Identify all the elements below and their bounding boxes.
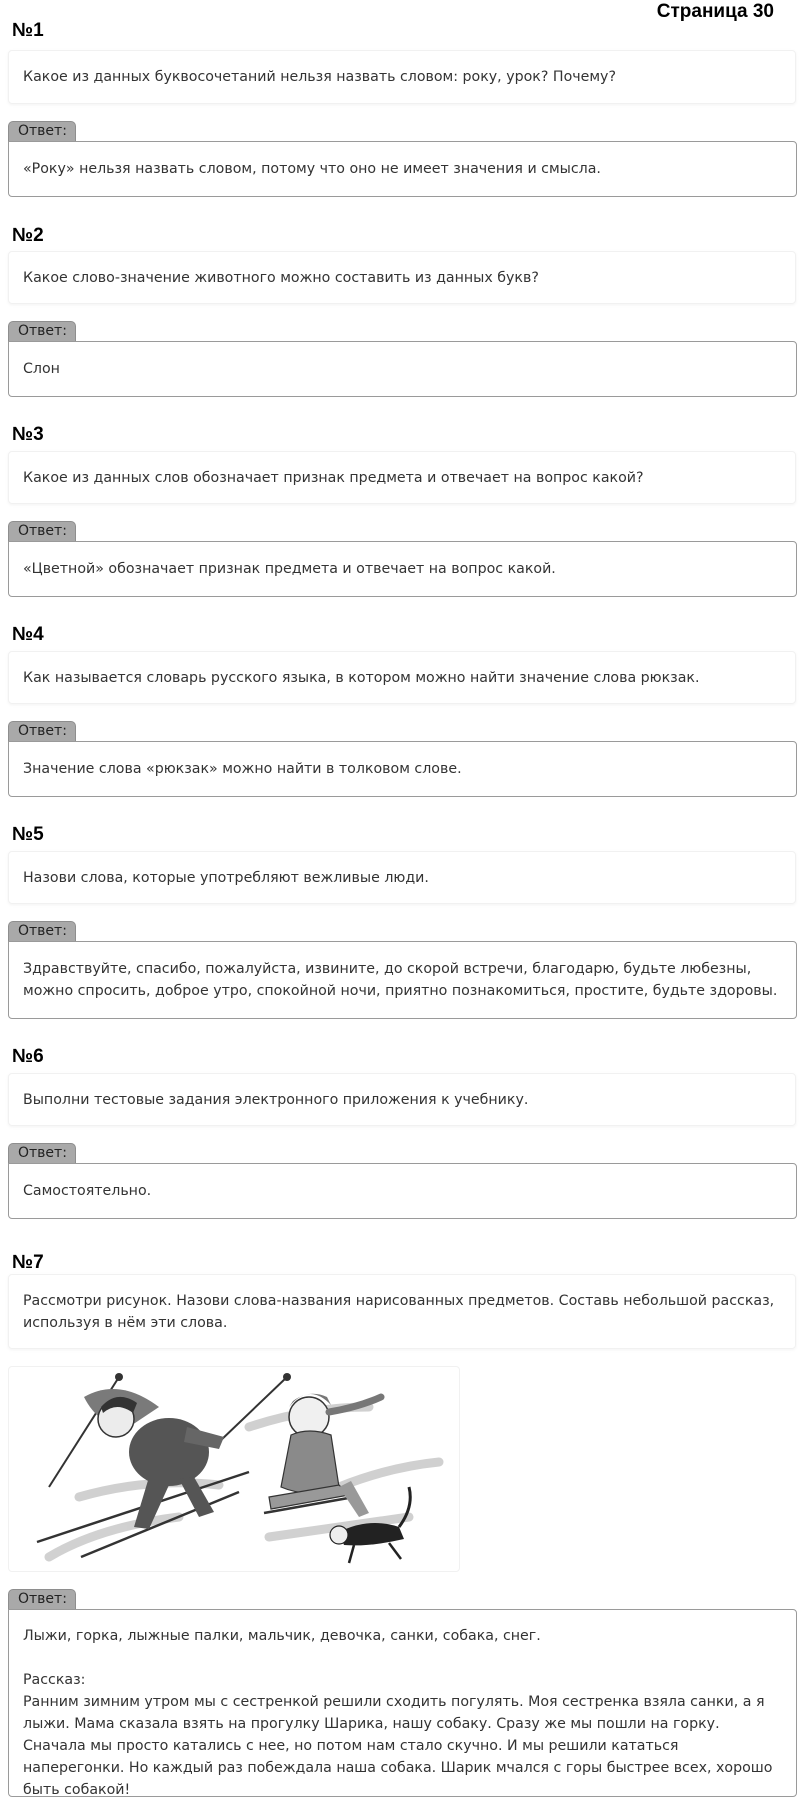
- answer-label: Ответ:: [8, 321, 76, 341]
- answer-text: Самостоятельно.: [23, 1183, 152, 1199]
- task-number: №1: [12, 20, 44, 41]
- answer-text: Значение слова «рюкзак» можно найти в толковом слове.: [23, 761, 462, 777]
- answer-label: Ответ:: [8, 521, 76, 541]
- question-text: Какое из данных буквосочетаний нельзя назвать словом: року, урок? Почему?: [23, 69, 616, 85]
- story-label: Рассказ:: [23, 1672, 86, 1688]
- answer-label: Ответ:: [8, 121, 76, 141]
- question-box: [8, 251, 796, 304]
- question-box: [8, 651, 796, 704]
- question-text: Рассмотри рисунок. Назови слова-названия нарисованных предметов. Составь небольшой рассказ, используя в нём эти слова.: [23, 1292, 775, 1331]
- question-box: [8, 851, 796, 904]
- answer-label: Ответ:: [8, 921, 76, 941]
- page-title: Страница 30: [656, 1, 774, 22]
- skiing-illustration: [9, 1367, 459, 1571]
- question-box: [8, 451, 796, 504]
- task-number: №4: [12, 624, 44, 645]
- illustration-skiing: [8, 1366, 460, 1572]
- task-number: №7: [12, 1252, 44, 1273]
- question-text: Как называется словарь русского языка, в котором можно найти значение слова рюкзак.: [23, 669, 700, 686]
- question-text: Какое из данных слов обозначает признак предмета и отвечает на вопрос какой?: [23, 469, 644, 486]
- question-box: [8, 1073, 796, 1126]
- answer-text: Слон: [23, 361, 60, 377]
- story-text: Ранним зимним утром мы с сестренкой решили сходить погулять. Моя сестренка взяла санки, а я лыжи. Мама сказала взять на прогулку Шарика, нашу собаку. Сразу же мы пошли на горку. Сначала мы просто катались с нее, но потом нам стало скучно. И мы решили кататься наперегонки. Но каждый раз побеждала наша собака. Шарик мчался с горы быстрее всех, хорошо быть собакой!: [23, 1694, 773, 1798]
- answer-content: [23, 1625, 782, 1801]
- answer-text: «Цветной» обозначает признак предмета и отвечает на вопрос какой.: [23, 561, 556, 577]
- task-number: №3: [12, 424, 44, 445]
- answer-words: Лыжи, горка, лыжные палки, мальчик, девочка, санки, собака, снег.: [23, 1628, 541, 1644]
- answer-box: [8, 1609, 797, 1797]
- girl-on-sled: [264, 1394, 381, 1517]
- question-text: Выполни тестовые задания электронного приложения к учебнику.: [23, 1091, 529, 1108]
- answer-box: [8, 341, 797, 397]
- answer-text: Здравствуйте, спасибо, пожалуйста, извините, до скорой встречи, благодарю, будьте любезны, можно спросить, доброе утро, спокойной ночи, приятно познакомиться, простите, будьте здоровы.: [23, 961, 778, 999]
- question-text: Какое слово-значение животного можно составить из данных букв?: [23, 269, 539, 286]
- answer-box: [8, 141, 797, 197]
- answer-label: Ответ:: [8, 1589, 76, 1609]
- answer-text: «Року» нельзя назвать словом, потому что оно не имеет значения и смысла.: [23, 161, 601, 177]
- question-box: [8, 1274, 796, 1349]
- task-number: №5: [12, 824, 44, 845]
- answer-box: [8, 1163, 797, 1219]
- question-text: Назови слова, которые употребляют вежливые люди.: [23, 869, 429, 886]
- answer-label: Ответ:: [8, 721, 76, 741]
- boy-skier: [37, 1373, 291, 1557]
- task-number: №6: [12, 1046, 44, 1067]
- answer-box: [8, 941, 797, 1019]
- question-box: [8, 50, 796, 104]
- task-number: №2: [12, 225, 44, 246]
- answer-box: [8, 541, 797, 597]
- answer-box: [8, 741, 797, 797]
- answer-label: Ответ:: [8, 1143, 76, 1163]
